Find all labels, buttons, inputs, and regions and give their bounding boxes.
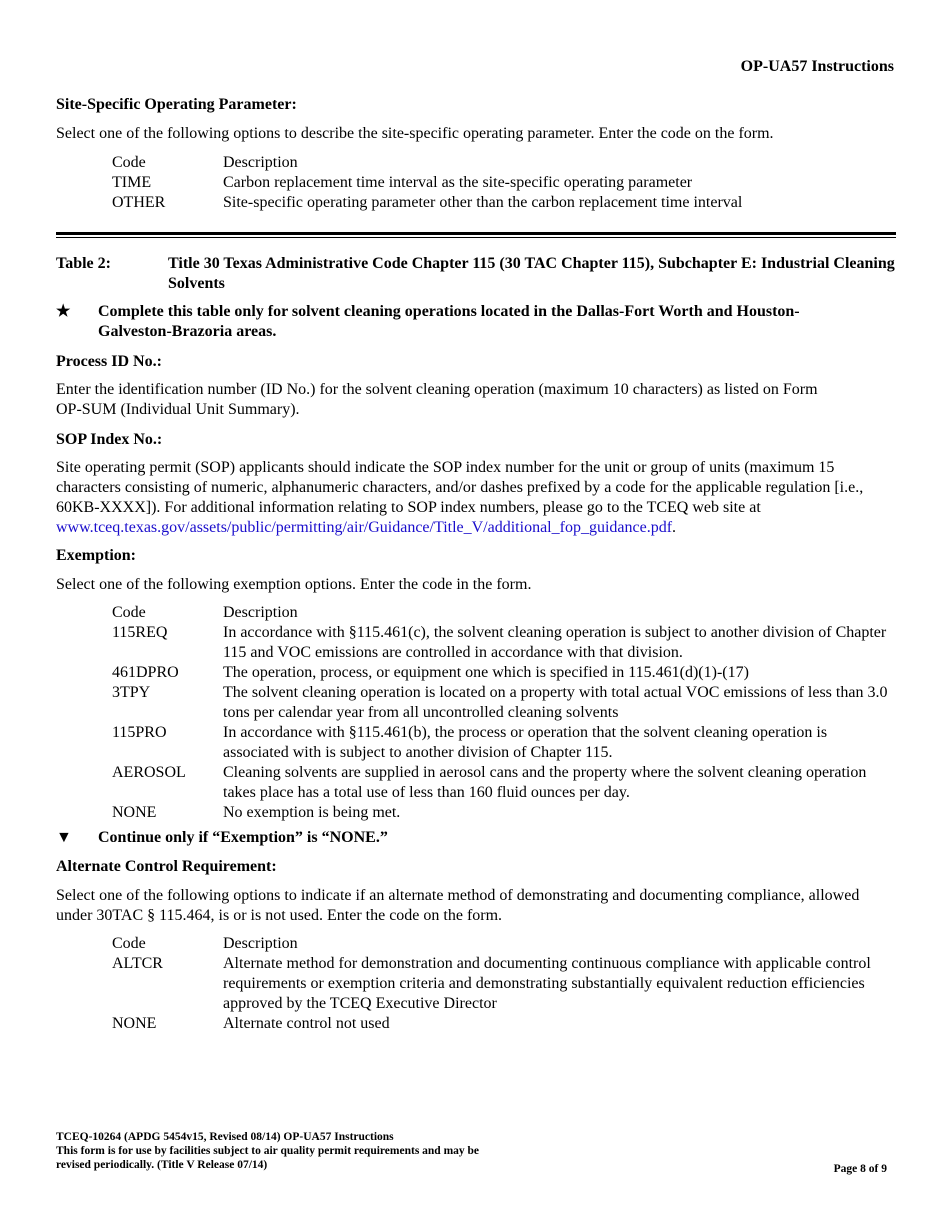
table-header-row	[112, 153, 892, 173]
exemption-heading: Exemption:	[56, 547, 136, 564]
code-cell: 3TPY	[112, 684, 151, 701]
exemption-code-table	[112, 603, 892, 823]
description-cell: Cleaning solvents are supplied in aerosol cans and the property where the solvent cleaning operation takes place has a total use of less than 160 fluid ounces per day.	[223, 764, 867, 801]
code-column-header: Code	[112, 154, 146, 171]
table-row	[112, 683, 892, 723]
description-cell: Alternate control not used	[223, 1015, 390, 1032]
site-param-intro: Select one of the following options to describe the site-specific operating parameter. Enter the code on the form.	[56, 125, 774, 142]
description-column-header: Description	[223, 604, 298, 621]
code-cell: NONE	[112, 804, 157, 821]
description-column-header: Description	[223, 935, 298, 952]
section-divider-thin	[56, 237, 896, 238]
description-cell: In accordance with §115.461(b), the process or operation that the solvent cleaning operation is associated with is subject to another division of Chapter 115.	[223, 724, 828, 761]
description-cell: No exemption is being met.	[223, 804, 401, 821]
table-row	[112, 803, 892, 823]
footer-usage-note: This form is for use by facilities subject to air quality permit requirements and may be	[56, 1145, 480, 1157]
alt-control-code-table	[112, 934, 892, 1034]
code-cell: 115REQ	[112, 624, 168, 641]
notice-text: Complete this table only for solvent cleaning operations located in the Dallas-Fort Worth and Houston-Galveston-Brazoria areas.	[98, 303, 800, 340]
code-column-header: Code	[112, 935, 146, 952]
footer-release-note: revised periodically. (Title V Release 07/14)	[56, 1159, 268, 1171]
code-cell: ALTCR	[112, 955, 163, 972]
sop-paragraph	[56, 458, 894, 538]
section-divider-thick	[56, 232, 896, 235]
table-row	[112, 173, 892, 193]
page-header-title: OP-UA57 Instructions	[740, 58, 894, 75]
description-cell: The solvent cleaning operation is located on a property with total actual VOC emissions of less than 3.0 tons per calendar year from all uncontrolled cleaning solvents	[223, 684, 888, 721]
description-cell: Site-specific operating parameter other than the carbon replacement time interval	[223, 194, 743, 211]
page-number: Page 8 of 9	[833, 1163, 887, 1175]
process-id-text: Enter the identification number (ID No.) for the solvent cleaning operation (maximum 10 characters) as listed on Form OP-SUM (Individual Unit Summary).	[56, 381, 818, 418]
sop-text: Site operating permit (SOP) applicants should indicate the SOP index number for the unit or group of units (maximum 15 characters consisting of numeric, alphanumeric characters, and/or dashes prefixed by a code for the applicable regulation [i.e., 60KB-XXXX]). For additional information relating to SOP index numbers, please go to the TCEQ web site at	[56, 459, 864, 516]
star-icon: ★	[56, 303, 71, 320]
description-cell: In accordance with §115.461(c), the solvent cleaning operation is subject to another division of Chapter 115 and VOC emissions are controlled in accordance with that division.	[223, 624, 887, 661]
table-row	[112, 1014, 892, 1034]
table-row	[112, 663, 892, 683]
code-column-header: Code	[112, 604, 146, 621]
table-title: Title 30 Texas Administrative Code Chapter 115 (30 TAC Chapter 115), Subchapter E: Industrial Cleaning Solvents	[168, 255, 895, 292]
table-header-row	[112, 934, 892, 954]
table-label: Table 2:	[56, 255, 111, 272]
table-header-row	[112, 603, 892, 623]
site-param-heading: Site-Specific Operating Parameter:	[56, 96, 297, 113]
exemption-intro: Select one of the following exemption options. Enter the code in the form.	[56, 576, 532, 593]
table-row	[112, 954, 892, 1014]
site-param-code-table	[112, 153, 892, 213]
description-cell: The operation, process, or equipment one which is specified in 115.461(d)(1)-(17)	[223, 664, 749, 681]
alt-control-heading: Alternate Control Requirement:	[56, 858, 277, 875]
process-id-heading: Process ID No.:	[56, 353, 162, 370]
code-cell: TIME	[112, 174, 152, 191]
sop-tail: .	[672, 519, 677, 536]
code-cell: 115PRO	[112, 724, 167, 741]
description-cell: Alternate method for demonstration and documenting continuous compliance with applicable control requirements or exemption criteria and demonstrating substantially equivalent reduction efficiencies approved by the TCEQ Executive Director	[223, 955, 871, 1012]
code-cell: NONE	[112, 1015, 157, 1032]
code-cell: AEROSOL	[112, 764, 186, 781]
description-cell: Carbon replacement time interval as the site-specific operating parameter	[223, 174, 693, 191]
footer-form-id: TCEQ-10264 (APDG 5454v15, Revised 08/14) OP-UA57 Instructions	[56, 1131, 394, 1143]
table-row	[112, 723, 892, 763]
guidance-link[interactable]: www.tceq.texas.gov/assets/public/permitting/air/Guidance/Title_V/additional_fop_guidance.pdf	[56, 519, 673, 536]
table-row	[112, 193, 892, 213]
sop-heading: SOP Index No.:	[56, 431, 163, 448]
table-row	[112, 763, 892, 803]
code-cell: OTHER	[112, 194, 166, 211]
code-cell: 461DPRO	[112, 664, 179, 681]
description-column-header: Description	[223, 154, 298, 171]
down-triangle-icon: ▼	[56, 829, 72, 846]
alt-control-intro: Select one of the following options to indicate if an alternate method of demonstrating and documenting compliance, allowed under 30TAC § 115.464, is or is not used. Enter the code on the form.	[56, 887, 860, 924]
table-row	[112, 623, 892, 663]
continue-note-text: Continue only if “Exemption” is “NONE.”	[98, 829, 388, 846]
